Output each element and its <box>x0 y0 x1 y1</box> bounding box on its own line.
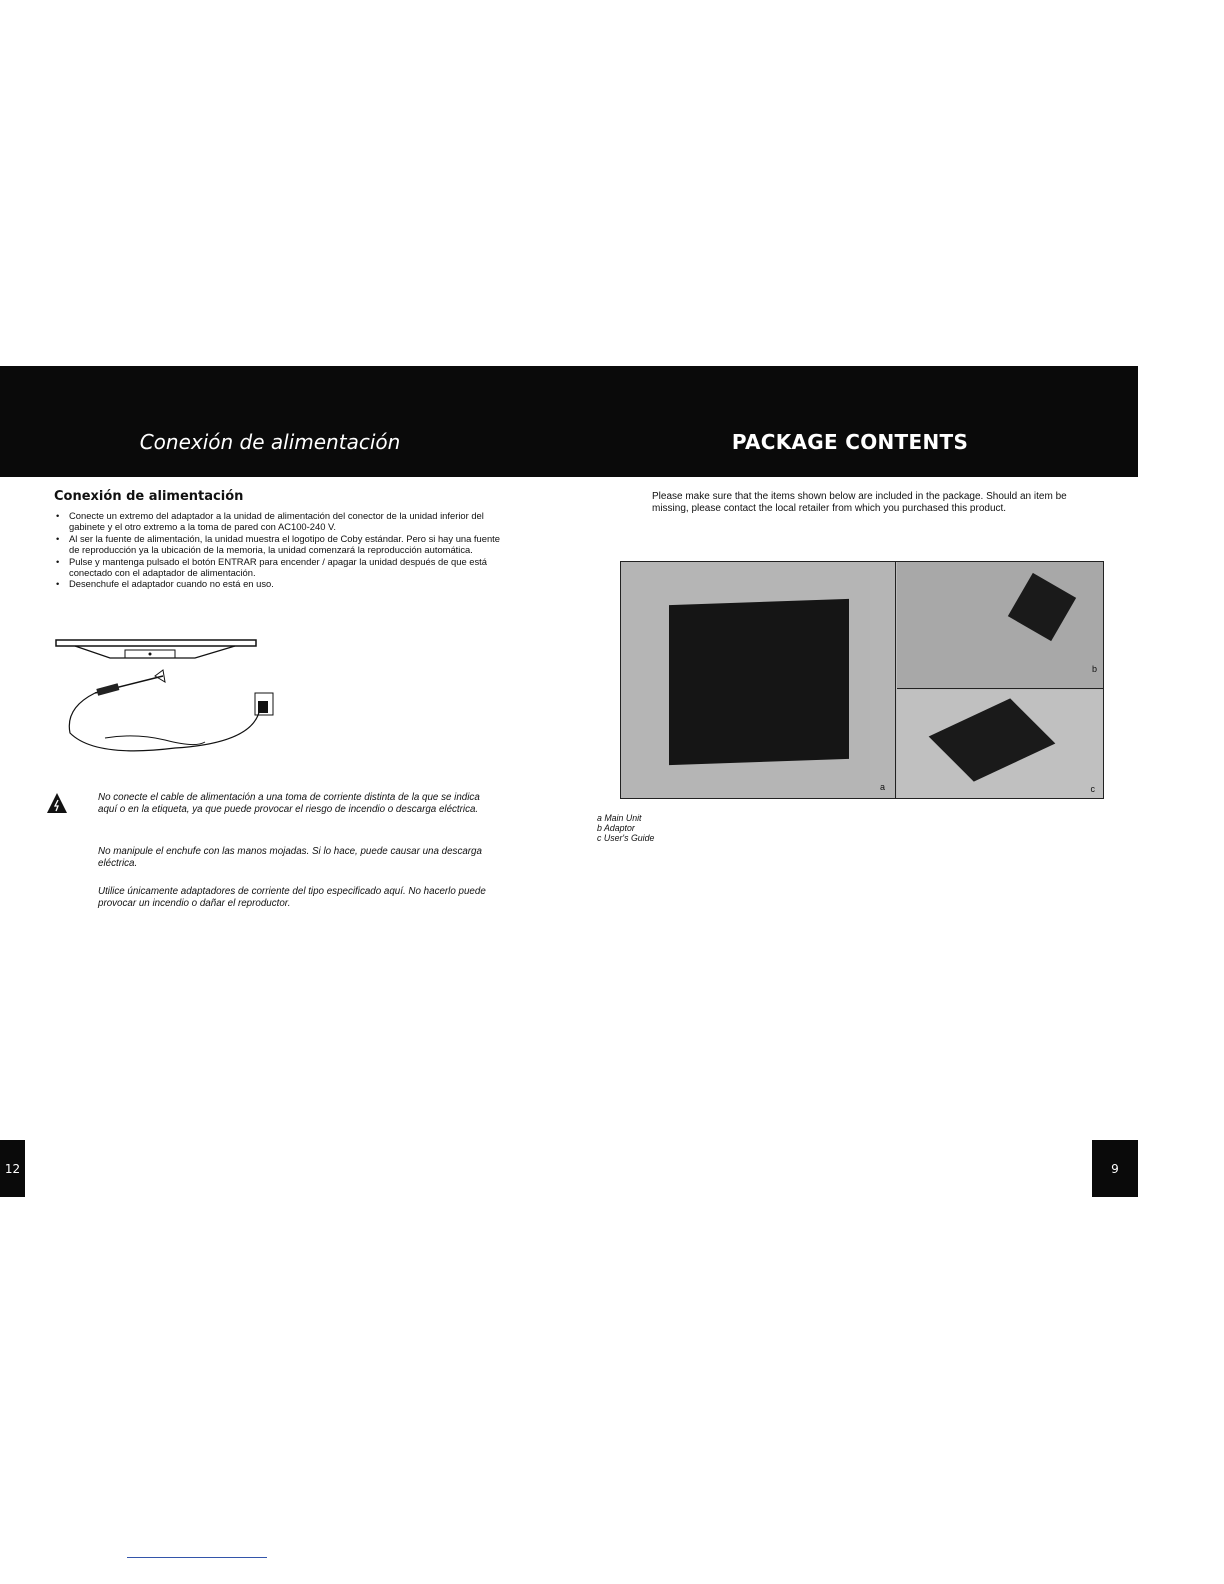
photo-label-a: a <box>879 782 885 792</box>
adaptor-photo <box>897 562 1103 689</box>
left-page-number: 12 <box>0 1140 25 1197</box>
warning-text: No conecte el cable de alimentación a una toma de corriente distinta de la que se indica aquí o en la etiqueta, ya que puede provocar el riesgo de incendio o descarga eléctrica. <box>98 792 480 815</box>
photo-label-b: b <box>1091 664 1097 674</box>
caption-users-guide: c User's Guide <box>597 833 655 843</box>
caption-main-unit: a Main Unit <box>597 813 642 823</box>
users-guide-photo <box>897 690 1103 798</box>
right-page-number: 9 <box>1092 1140 1138 1197</box>
list-item: • Desenchufe el adaptador cuando no está en uso. <box>54 578 504 589</box>
intro-text: Please make sure that the items shown below are included in the package. Should an item be missing, please contact the local retailer from which you purchased this product. <box>652 491 1067 515</box>
package-contents-photo <box>620 561 1104 799</box>
main-unit-photo <box>621 562 896 798</box>
section-heading: Conexión de alimentación <box>54 489 244 504</box>
warning-text: Utilice únicamente adaptadores de corriente del tipo especificado aquí. No hacerlo puede provocar un incendio o dañar el reproductor. <box>98 886 486 909</box>
guide-shape <box>929 698 1056 781</box>
caption-adaptor: b Adaptor <box>597 823 635 833</box>
instructions-list <box>54 510 504 590</box>
warning-text: No manipule el enchufe con las manos mojadas. Si lo hace, puede causar una descarga eléctrica. <box>98 846 482 869</box>
list-item: • Al ser la fuente de alimentación, la unidad muestra el logotipo de Coby estándar. Pero si hay una fuente de reproducción ya la ubicación de la memoria, la unidad comenzará la reproducción automática. <box>54 533 504 556</box>
list-item: • Pulse y mantenga pulsado el botón ENTRAR para encender / apagar la unidad después de que está conectado con el adaptador de alimentación. <box>54 556 504 579</box>
photo-captions <box>597 813 654 843</box>
footer-rule <box>127 1557 267 1558</box>
right-banner-title: PACKAGE CONTENTS <box>731 430 969 454</box>
warning-lightning-icon <box>46 792 68 814</box>
photo-frame-screen <box>669 599 849 765</box>
list-item: • Conecte un extremo del adaptador a la unidad de alimentación del conector de la unidad inferior del gabinete y el otro extremo a la toma de pared con AC100-240 V. <box>54 510 504 533</box>
power-connection-illustration <box>55 638 285 763</box>
photo-label-c: c <box>1090 784 1095 794</box>
left-banner-title: Conexión de alimentación <box>139 430 401 454</box>
adaptor-shape <box>1008 573 1076 641</box>
header-banner <box>0 366 1138 477</box>
